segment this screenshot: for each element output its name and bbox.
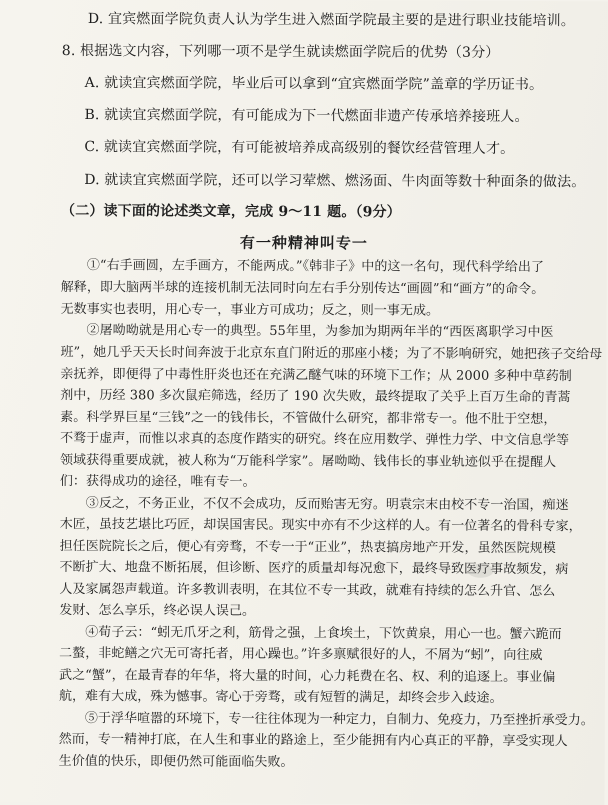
essay-line: 不断扩大、地盘不断拓展，但诊断、医疗的质量却每况愈下，最终导致医疗事故频发，病	[59, 559, 569, 578]
essay-line: ⑤于浮华喧嚣的环境下，专一往往体现为一种定力，自制力、免疫力，乃至挫折承受力。	[84, 711, 594, 729]
essay-line: ③反之，不务正业，不仅不会成功，反而贻害无穷。明袁宗末由校不专一治国，痴迷	[85, 496, 569, 514]
section-heading: （二）读下面的论述类文章，完成 9～11 题。（9分）	[61, 202, 401, 221]
scan-smudge	[467, 564, 493, 578]
essay-line: 解释，即大脑两半球的连接机制无法同时向左右手分别传达“画圆”和“画方”的命令。	[60, 279, 545, 298]
q8-option-b: B. 就读宜宾燃面学院，有可能成为下一代燃面非遗产传承培养接班人。	[84, 107, 529, 125]
essay-title: 有一种精神叫专一	[239, 233, 368, 253]
essay-line: 无数事实也表明，用心专一，事业方可成功；反之，则一事无成。	[60, 301, 440, 319]
essay-line: 二螯，非蛇鳝之穴无可寄托者，用心躁也。”许多禀赋很好的人，不屑为“蚓”，向往威	[59, 645, 543, 664]
essay-line: 素。科学界巨星“三钱”之一的钱伟长，不管做什么研究，都非常专一。他不肚于空想，	[60, 409, 557, 428]
q8-option-d: D. 就读宜宾燃面学院，还可以学习荤燃、燃汤面、牛肉面等数十种面条的做法。	[84, 172, 586, 191]
essay-line: 发财、怎么享乐，终必误人误己。	[59, 602, 256, 619]
essay-line: 航，难有大成，殊为憾事。寄心于旁骛，或有短暂的满足，却终会步入歧途。	[58, 688, 503, 706]
q8-option-a: A. 就读宜宾燃面学院，毕业后可以拿到“宜宾燃面学院”盖章的学历证书。	[84, 75, 544, 94]
essay-line: ④荀子云：“蚓无爪牙之利，筋骨之强，上食埃土，下饮黄泉，用心一也。蟹六跪而	[85, 625, 562, 643]
essay-line: 担任医院院长之后，便心有旁骛，不专一于“正业”，热衷搞房地产开发，虽然医院规模	[59, 538, 556, 557]
essay-line: 生价值的快乐，即便仍然可能面临失败。	[58, 753, 294, 770]
essay-line: ②屠呦呦就是用心专一的典型。55年里，为参加为期两年半的“西医离职学习中医	[86, 323, 554, 341]
essay-line: 然而，专一精神打底，在人生和事业的路途上，至少能拥有内心真正的平静，享受实现人	[58, 731, 568, 750]
essay-line: 亲抚养，即便得了中毒性肝炎也还在充满乙醚气味的环境下工作；从 2000 多种中草药制	[60, 366, 572, 385]
essay-line: 班”，她几乎天天长时间奔波于北京东直门附近的那座小楼；为了不影响研究，她把孩子交给母	[60, 344, 603, 363]
essay-line: 们：获得成功的途径，唯有专一。	[59, 473, 256, 490]
essay-line: 领域获得重要成就，被人称为“万能科学家”。屠呦呦、钱伟长的事业轨迹似乎在提醒人	[59, 452, 557, 471]
essay-line: ①“右手画圆，左手画方，不能两成。”《韩非子》中的这一名句，现代科学给出了	[86, 258, 545, 276]
essay-line: 武之“蟹”，在最青春的年华，将大量的时间，心力耗费在名、权、利的追逐上。事业偏	[59, 667, 556, 686]
q8-option-c: C. 就读宜宾燃面学院，有可能被培养成高级别的餐饮经营管理人才。	[84, 139, 515, 157]
essay-line: 剂中，历经 380 多次鼠疟筛选，经历了 190 次失败，最终提取了关乎上百万生命的青蒿	[60, 387, 571, 406]
essay-line: 木匠，虽技艺堪比巧匠，却误国害民。现实中亦有不少这样的人。有一位著名的骨科专家，	[59, 516, 582, 535]
essay-line: 人及家属怨声载道。许多教训表明，在其位不专一其政，就难有持续的怎么升官、怎么	[59, 581, 556, 600]
q7-option-d: D. 宜宾燃面学院负责人认为学生进入燃面学院最主要的是进行职业技能培训。	[87, 11, 575, 30]
essay-line: 不骛于虚声，而惟以求真的态度作踏实的研究。终在应用数学、弹性力学、中文信息学等	[60, 430, 570, 449]
q8-stem: 8. 根据选文内容，下列哪一项不是学生就读燃面学院后的优势（3分）	[61, 42, 500, 61]
